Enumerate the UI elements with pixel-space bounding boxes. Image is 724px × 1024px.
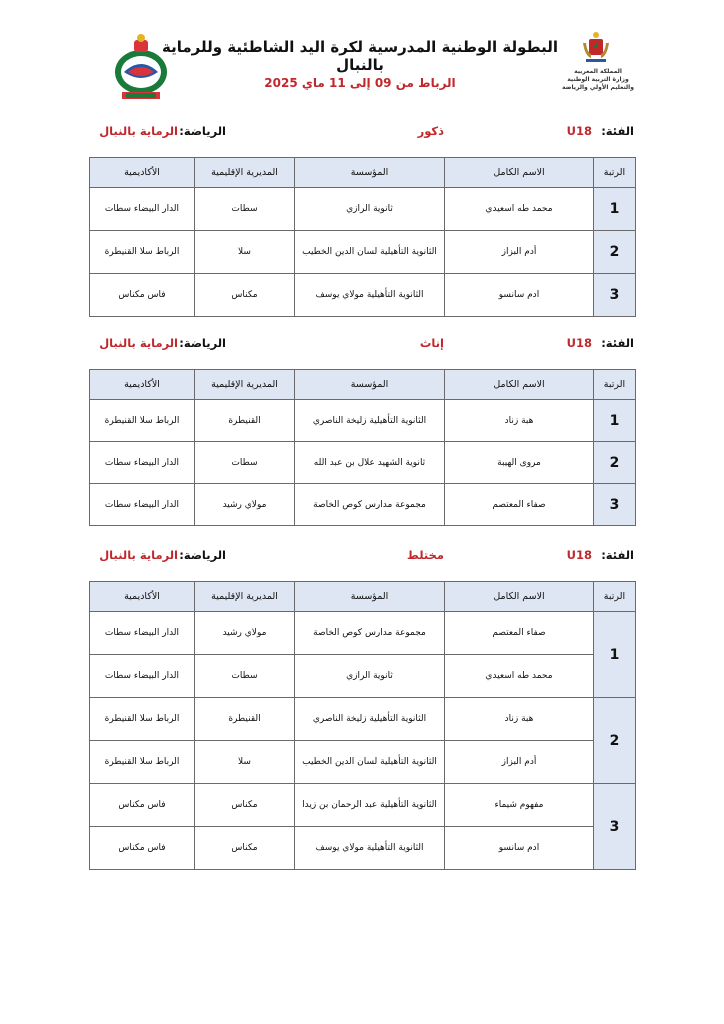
sport-label: الرياضة: xyxy=(179,124,226,138)
institution-cell: الثانوية التأهيلية لسان الدين الخطيب xyxy=(295,231,445,274)
rank-cell: 3 xyxy=(594,274,636,317)
table-row xyxy=(90,484,636,526)
table-row xyxy=(90,612,636,655)
table-header-row xyxy=(90,370,636,400)
academy-cell: فاس مكناس xyxy=(90,827,195,870)
col-academy: الأكاديمية xyxy=(90,582,195,612)
directorate-cell: مكناس xyxy=(195,827,295,870)
col-name: الاسم الكامل xyxy=(445,370,594,400)
rank-cell: 1 xyxy=(594,612,636,698)
sport-label: الرياضة: xyxy=(179,336,226,350)
document-title: البطولة الوطنية المدرسية لكرة اليد الشاطئية وللرماية بالنبال xyxy=(161,38,559,74)
name-cell: أدم البزاز xyxy=(445,741,594,784)
institution-cell: الثانوية التأهيلية زليخة الناصري xyxy=(295,698,445,741)
category-label: الفئة: xyxy=(601,548,634,562)
academy-cell: الدار البيضاء سطات xyxy=(90,442,195,484)
directorate-cell: سلا xyxy=(195,741,295,784)
gender-value: مختلط xyxy=(406,548,444,562)
sport-value: الرماية بالنبال xyxy=(99,124,178,138)
col-institution: المؤسسة xyxy=(295,370,445,400)
table-row xyxy=(90,698,636,741)
table-row xyxy=(90,741,636,784)
col-institution: المؤسسة xyxy=(295,158,445,188)
category-value: U18 xyxy=(566,548,592,562)
name-cell: محمد طه اسعيدي xyxy=(445,188,594,231)
gender-value: إناث xyxy=(419,336,444,350)
category-value: U18 xyxy=(566,336,592,350)
name-cell: صفاء المعتصم xyxy=(445,612,594,655)
rank-cell: 2 xyxy=(594,231,636,274)
institution-cell: مجموعة مدارس كوص الخاصة xyxy=(295,612,445,655)
col-directorate: المديرية الإقليمية xyxy=(195,582,295,612)
name-cell: ادم سانسو xyxy=(445,827,594,870)
document-header xyxy=(0,28,724,118)
table-header-row xyxy=(90,582,636,612)
sport-value: الرماية بالنبال xyxy=(99,548,178,562)
col-academy: الأكاديمية xyxy=(90,158,195,188)
academy-cell: الدار البيضاء سطات xyxy=(90,188,195,231)
academy-cell: الرباط سلا القنيطرة xyxy=(90,741,195,784)
table-row xyxy=(90,231,636,274)
section-1-header xyxy=(90,124,634,142)
col-institution: المؤسسة xyxy=(295,582,445,612)
name-cell: أدم البزاز xyxy=(445,231,594,274)
table-row xyxy=(90,827,636,870)
col-academy: الأكاديمية xyxy=(90,370,195,400)
institution-cell: مجموعة مدارس كوص الخاصة xyxy=(295,484,445,526)
name-cell: محمد طه اسعيدي xyxy=(445,655,594,698)
institution-cell: ثانوية الشهيد علال بن عبد الله xyxy=(295,442,445,484)
name-cell: هبة زناد xyxy=(445,400,594,442)
institution-cell: ثانوية الرازي xyxy=(295,655,445,698)
sport-label: الرياضة: xyxy=(179,548,226,562)
table-row xyxy=(90,188,636,231)
institution-cell: ثانوية الرازي xyxy=(295,188,445,231)
directorate-cell: مكناس xyxy=(195,274,295,317)
directorate-cell: سلا xyxy=(195,231,295,274)
directorate-cell: سطات xyxy=(195,442,295,484)
directorate-cell: مولاي رشيد xyxy=(195,612,295,655)
results-table-boys xyxy=(89,157,636,317)
ministry-name: وزارة التربية الوطنية والتعليم الأولي والرياضة xyxy=(562,76,634,91)
name-cell: مروى الهيبة xyxy=(445,442,594,484)
institution-cell: الثانوية التأهيلية مولاي يوسف xyxy=(295,827,445,870)
directorate-cell: القنيطرة xyxy=(195,400,295,442)
category-label: الفئة: xyxy=(601,336,634,350)
academy-cell: فاس مكناس xyxy=(90,274,195,317)
table-header-row xyxy=(90,158,636,188)
academy-cell: الدار البيضاء سطات xyxy=(90,484,195,526)
col-directorate: المديرية الإقليمية xyxy=(195,370,295,400)
col-directorate: المديرية الإقليمية xyxy=(195,158,295,188)
directorate-cell: سطات xyxy=(195,655,295,698)
academy-cell: فاس مكناس xyxy=(90,784,195,827)
col-name: الاسم الكامل xyxy=(445,582,594,612)
academy-cell: الرباط سلا القنيطرة xyxy=(90,400,195,442)
academy-cell: الرباط سلا القنيطرة xyxy=(90,698,195,741)
name-cell: صفاء المعتصم xyxy=(445,484,594,526)
kingdom-caption: المملكة المغربية xyxy=(574,68,622,75)
institution-cell: الثانوية التأهيلية لسان الدين الخطيب xyxy=(295,741,445,784)
gender-value: ذكور xyxy=(417,124,444,138)
col-rank: الرتبة xyxy=(594,370,636,400)
rank-cell: 3 xyxy=(594,484,636,526)
directorate-cell: القنيطرة xyxy=(195,698,295,741)
academy-cell: الدار البيضاء سطات xyxy=(90,612,195,655)
directorate-cell: سطات xyxy=(195,188,295,231)
rank-cell: 1 xyxy=(594,188,636,231)
ministry-caption xyxy=(556,68,640,92)
rank-cell: 1 xyxy=(594,400,636,442)
institution-cell: الثانوية التأهيلية زليخة الناصري xyxy=(295,400,445,442)
table-row xyxy=(90,274,636,317)
col-rank: الرتبة xyxy=(594,158,636,188)
table-row xyxy=(90,442,636,484)
section-3-header xyxy=(90,548,634,566)
results-table-girls xyxy=(89,369,636,526)
academy-cell: الرباط سلا القنيطرة xyxy=(90,231,195,274)
name-cell: هبة زناد xyxy=(445,698,594,741)
col-name: الاسم الكامل xyxy=(445,158,594,188)
document-subtitle: الرباط من 09 إلى 11 ماي 2025 xyxy=(264,76,456,90)
section-2-header xyxy=(90,336,634,354)
name-cell: ادم سانسو xyxy=(445,274,594,317)
name-cell: مفهوم شيماء xyxy=(445,784,594,827)
table-row xyxy=(90,655,636,698)
sport-value: الرماية بالنبال xyxy=(99,336,178,350)
category-label: الفئة: xyxy=(601,124,634,138)
rank-cell: 2 xyxy=(594,442,636,484)
table-row xyxy=(90,784,636,827)
kingdom-coat-of-arms-logo xyxy=(576,28,616,68)
category-value: U18 xyxy=(566,124,592,138)
col-rank: الرتبة xyxy=(594,582,636,612)
rank-cell: 2 xyxy=(594,698,636,784)
directorate-cell: مكناس xyxy=(195,784,295,827)
table-row xyxy=(90,400,636,442)
results-table-mixed xyxy=(89,581,636,870)
academy-cell: الدار البيضاء سطات xyxy=(90,655,195,698)
institution-cell: الثانوية التأهيلية مولاي يوسف xyxy=(295,274,445,317)
institution-cell: الثانوية التأهيلية عبد الرحمان بن زيدا xyxy=(295,784,445,827)
rank-cell: 3 xyxy=(594,784,636,870)
directorate-cell: مولاي رشيد xyxy=(195,484,295,526)
